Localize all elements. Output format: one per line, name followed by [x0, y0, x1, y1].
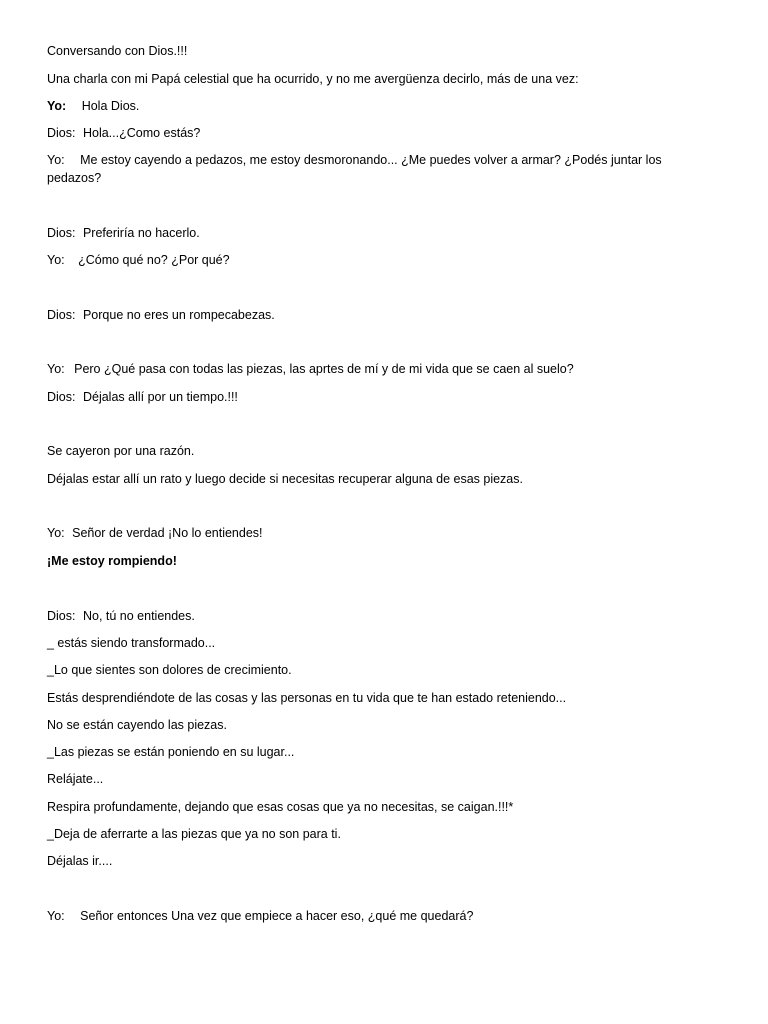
- dialogue-text: Me estoy cayendo a pedazos, me estoy desmoronando... ¿Me puedes volver a armar? ¿Podés juntar los pedazos?: [47, 153, 662, 185]
- dialogue-line-final: [47, 907, 687, 925]
- dialogue-text: Hola...¿Como estás?: [82, 126, 201, 140]
- speaker-label: Yo:: [47, 99, 67, 113]
- speaker-label: Dios:: [47, 226, 76, 240]
- dialogue-line-9: [47, 524, 687, 542]
- dialogue-text: No, tú no entiendes.: [82, 609, 195, 623]
- intro-text: Una charla con mi Papá celestial que ha ocurrido, y no me avergüenza decirlo, más de una vez:: [47, 72, 579, 86]
- speaker-label: Dios:: [47, 609, 76, 623]
- speaker-label: Yo:: [47, 909, 65, 923]
- speaker-label: Dios:: [47, 308, 76, 322]
- speaker-label: Yo:: [47, 153, 65, 167]
- dialogue-text: ¿Cómo qué no? ¿Por qué?: [78, 253, 230, 267]
- response-line-1: _ estás siendo transformado...: [47, 636, 216, 650]
- dialogue-line-5: [47, 251, 687, 269]
- response-line-7: Respira profundamente, dejando que esas cosas que ya no necesitas, se caigan.!!!*: [47, 800, 514, 814]
- speaker-label: Yo:: [47, 526, 65, 540]
- dialogue-text: Preferiría no hacerlo.: [82, 226, 200, 240]
- response-line-4: No se están cayendo las piezas.: [47, 718, 227, 732]
- speaker-label: Yo:: [47, 253, 65, 267]
- paragraph-leave: Déjalas estar allí un rato y luego decide si necesitas recuperar alguna de esas piezas.: [47, 472, 523, 486]
- response-line-6: Relájate...: [47, 772, 104, 786]
- speaker-label: Dios:: [47, 126, 76, 140]
- document-title: Conversando con Dios.!!!: [47, 44, 188, 58]
- response-line-9: Déjalas ir....: [47, 854, 113, 868]
- dialogue-line-7: [47, 360, 687, 378]
- speaker-label: Dios:: [47, 390, 76, 404]
- dialogue-text: Hola Dios.: [81, 99, 140, 113]
- paragraph-reason: Se cayeron por una razón.: [47, 444, 195, 458]
- response-line-3: Estás desprendiéndote de las cosas y las personas en tu vida que te han estado reteniendo...: [47, 691, 567, 705]
- breaking-line: ¡Me estoy rompiendo!: [47, 554, 177, 568]
- dialogue-line-1: [47, 97, 687, 115]
- dialogue-text: Señor de verdad ¡No lo entiendes!: [72, 526, 263, 540]
- dialogue-line-8: [47, 388, 687, 406]
- dialogue-text: Señor entonces Una vez que empiece a hacer eso, ¿qué me quedará?: [80, 909, 474, 923]
- dialogue-text: Porque no eres un rompecabezas.: [82, 308, 275, 322]
- dialogue-line-10: [47, 607, 687, 625]
- dialogue-line-6: [47, 306, 687, 324]
- speaker-label: Yo:: [47, 362, 65, 376]
- dialogue-text: Déjalas allí por un tiempo.!!!: [82, 390, 238, 404]
- dialogue-line-4: [47, 224, 687, 242]
- response-line-8: _Deja de aferrarte a las piezas que ya no son para ti.: [47, 827, 341, 841]
- response-line-2: _Lo que sientes son dolores de crecimiento.: [47, 663, 292, 677]
- dialogue-line-2: [47, 124, 687, 142]
- dialogue-text: Pero ¿Qué pasa con todas las piezas, las aprtes de mí y de mi vida que se caen al suelo?: [74, 362, 574, 376]
- response-line-5: _Las piezas se están poniendo en su lugar...: [47, 745, 295, 759]
- dialogue-line-3: [47, 151, 687, 187]
